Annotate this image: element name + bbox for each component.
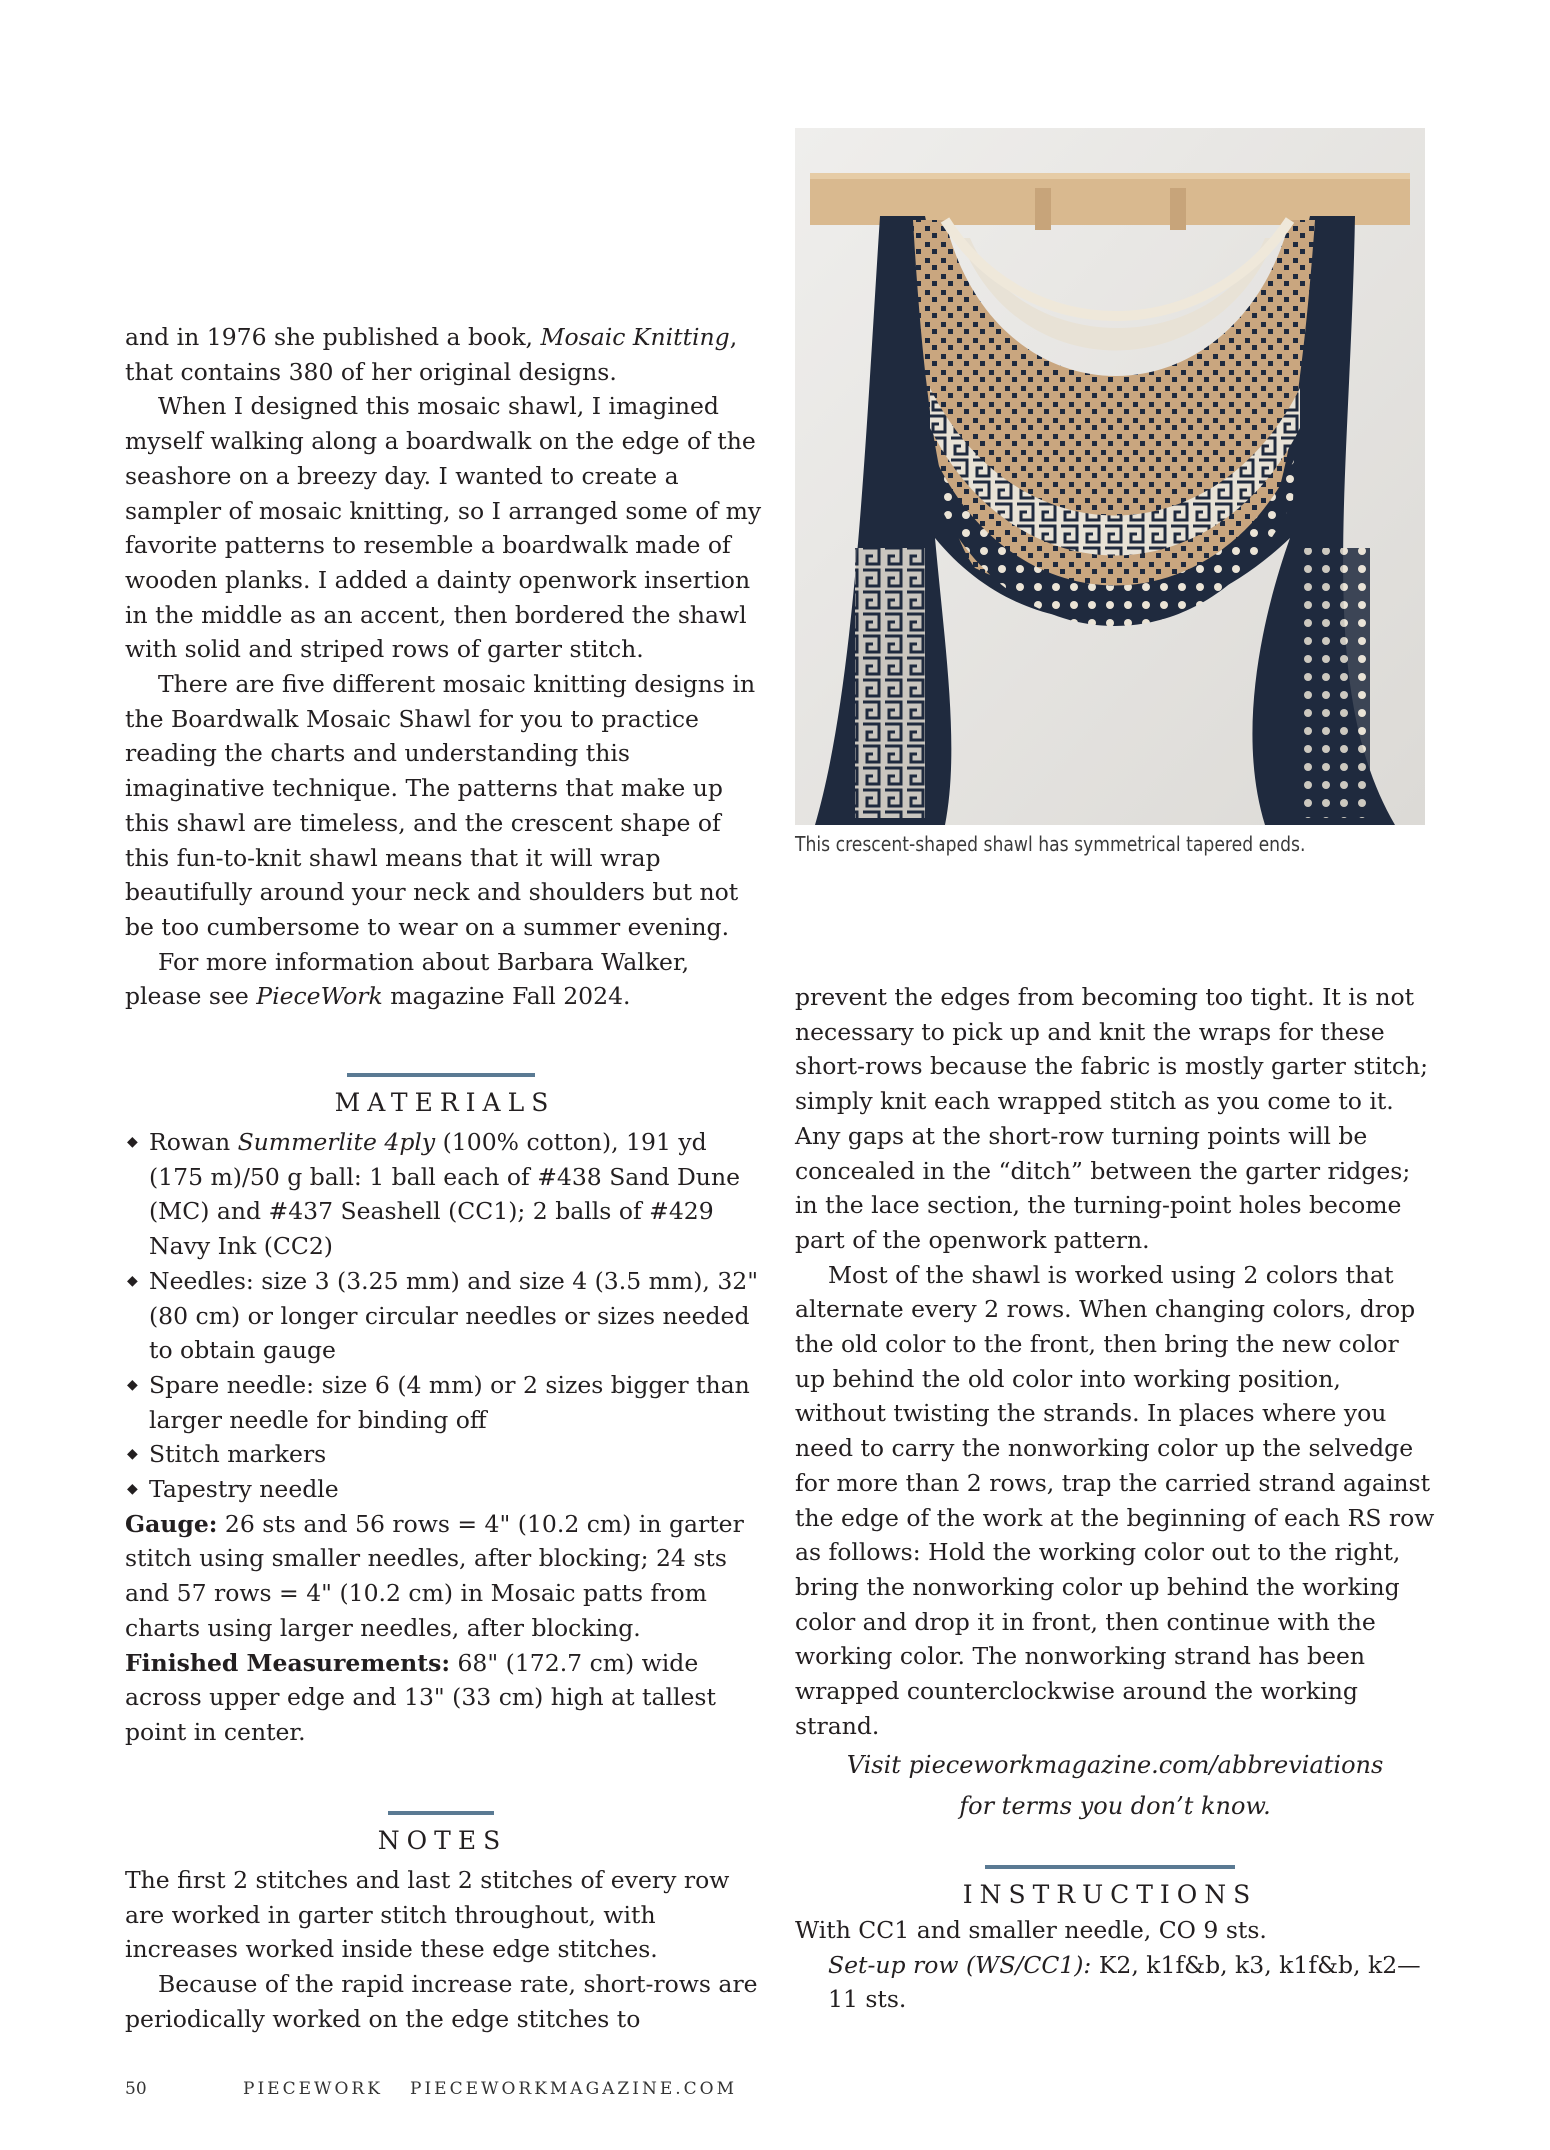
materials-list [125,1125,765,1507]
right-column-text [795,980,1435,1743]
notes-heading: NOTES [377,1826,508,1855]
intro-paragraph-2: When I designed this mosaic shawl, I imagined myself walking along a boardwalk on the edge of the seashore on a breezy day. I wanted to create a sampler of mosaic knitting, so I arranged some of my favorite patterns to resemble a boardwalk made of wooden planks. I added a dainty openwork insertion in the middle as an accent, then bordered the shawl with solid and striped rows of garter stitch. [125,392,762,664]
intro-text [125,320,765,1014]
materials-section [125,1125,765,1750]
abbreviations-line-2: for terms you don’t know. [959,1792,1271,1820]
materials-item: ◆ Rowan Summerlite 4ply (100% cotton), 191 yd (175 m)/50 g ball: 1 ball each of #438 Sand Dune (MC) and #437 Seashell (CC1); 2 balls of #429 Navy Ink (CC2) [125,1125,765,1264]
gauge: Gauge: 26 sts and 56 rows = 4" (10.2 cm) in garter stitch using smaller needles, after blocking; 24 sts and 57 rows = 4" (10.2 cm) in Mosaic patts from charts using larger needles, after blocking. [125,1509,744,1642]
magazine-name: PIECEWORK [243,2079,383,2099]
intro-paragraph-1: and in 1976 she published a book, Mosaic Knitting, that contains 380 of her original designs. [125,323,738,386]
materials-rule [347,1073,535,1077]
photo-caption: This crescent-shaped shawl has symmetrical tapered ends. [795,832,1306,856]
instructions-rule [985,1865,1235,1869]
page-number: 50 [125,2079,147,2099]
notes-section [125,1863,765,2037]
materials-item: ◆ Tapestry needle [125,1472,765,1507]
abbreviations-line-1: Visit pieceworkmagazine.com/abbreviations [846,1751,1384,1779]
shawl-photo [795,128,1425,825]
instructions-section [795,1913,1435,2017]
setup-row: Set-up row (WS/CC1): K2, k1f&b, k3, k1f&b, k2— 11 sts. [828,1950,1421,2014]
notes-rule [388,1811,494,1815]
materials-item: ◆ Needles: size 3 (3.25 mm) and size 4 (3.5 mm), 32" (80 cm) or longer circular needles or sizes needed to obtain gauge [125,1264,765,1368]
instructions-heading: INSTRUCTIONS [962,1880,1258,1909]
right-paragraph-2: Most of the shawl is worked using 2 colors that alternate every 2 rows. When changing colors, drop the old color to the front, then bring the new color up behind the old color into working position, without twisting the strands. In places where you need to carry the nonworking color up the selvedge for more than 2 rows, trap the carried strand against the edge of the work at the beginning of each RS row as follows: Hold the working color out to the right, bring the nonworking color up behind the working color and drop it in front, then continue with the working color. The nonworking strand has been wrapped counterclockwise around the working strand. [795,1260,1435,1740]
magazine-url: PIECEWORKMAGAZINE.COM [410,2079,737,2099]
abbreviations-note [795,1745,1435,1827]
materials-heading: MATERIALS [334,1088,556,1117]
finished-measurements: Finished Measurements: 68" (172.7 cm) wide across upper edge and 13" (33 cm) high at tallest point in center. [125,1648,716,1746]
notes-paragraph-2: Because of the rapid increase rate, short-rows are periodically worked on the edge stitches to [125,1970,758,2033]
materials-item: ◆ Stitch markers [125,1437,765,1472]
notes-paragraph-1: The first 2 stitches and last 2 stitches of every row are worked in garter stitch throughout, with increases worked inside these edge stitches. [125,1866,730,1964]
right-paragraph-1: prevent the edges from becoming too tight. It is not necessary to pick up and knit the wraps for these short-rows because the fabric is mostly garter stitch; simply knit each wrapped stitch as you come to it. Any gaps at the short-row turning points will be concealed in the “ditch” between the garter ridges; in the lace section, the turning-point holes become part of the openwork pattern. [795,983,1429,1254]
materials-item: ◆ Spare needle: size 6 (4 mm) or 2 sizes bigger than larger needle for binding off [125,1368,765,1437]
shawl-illustration [795,128,1425,825]
intro-paragraph-4: For more information about Barbara Walker, please see PieceWork magazine Fall 2024. [125,947,690,1011]
instructions-line-1: With CC1 and smaller needle, CO 9 sts. [795,1916,1267,1944]
intro-paragraph-3: There are five different mosaic knitting designs in the Boardwalk Mosaic Shawl for you to practice reading the charts and understanding this imaginative technique. The patterns that make up this shawl are timeless, and the crescent shape of this fun-to-knit shawl means that it will wrap beautifully around your neck and shoulders but not be too cumbersome to wear on a summer evening. [125,670,756,941]
